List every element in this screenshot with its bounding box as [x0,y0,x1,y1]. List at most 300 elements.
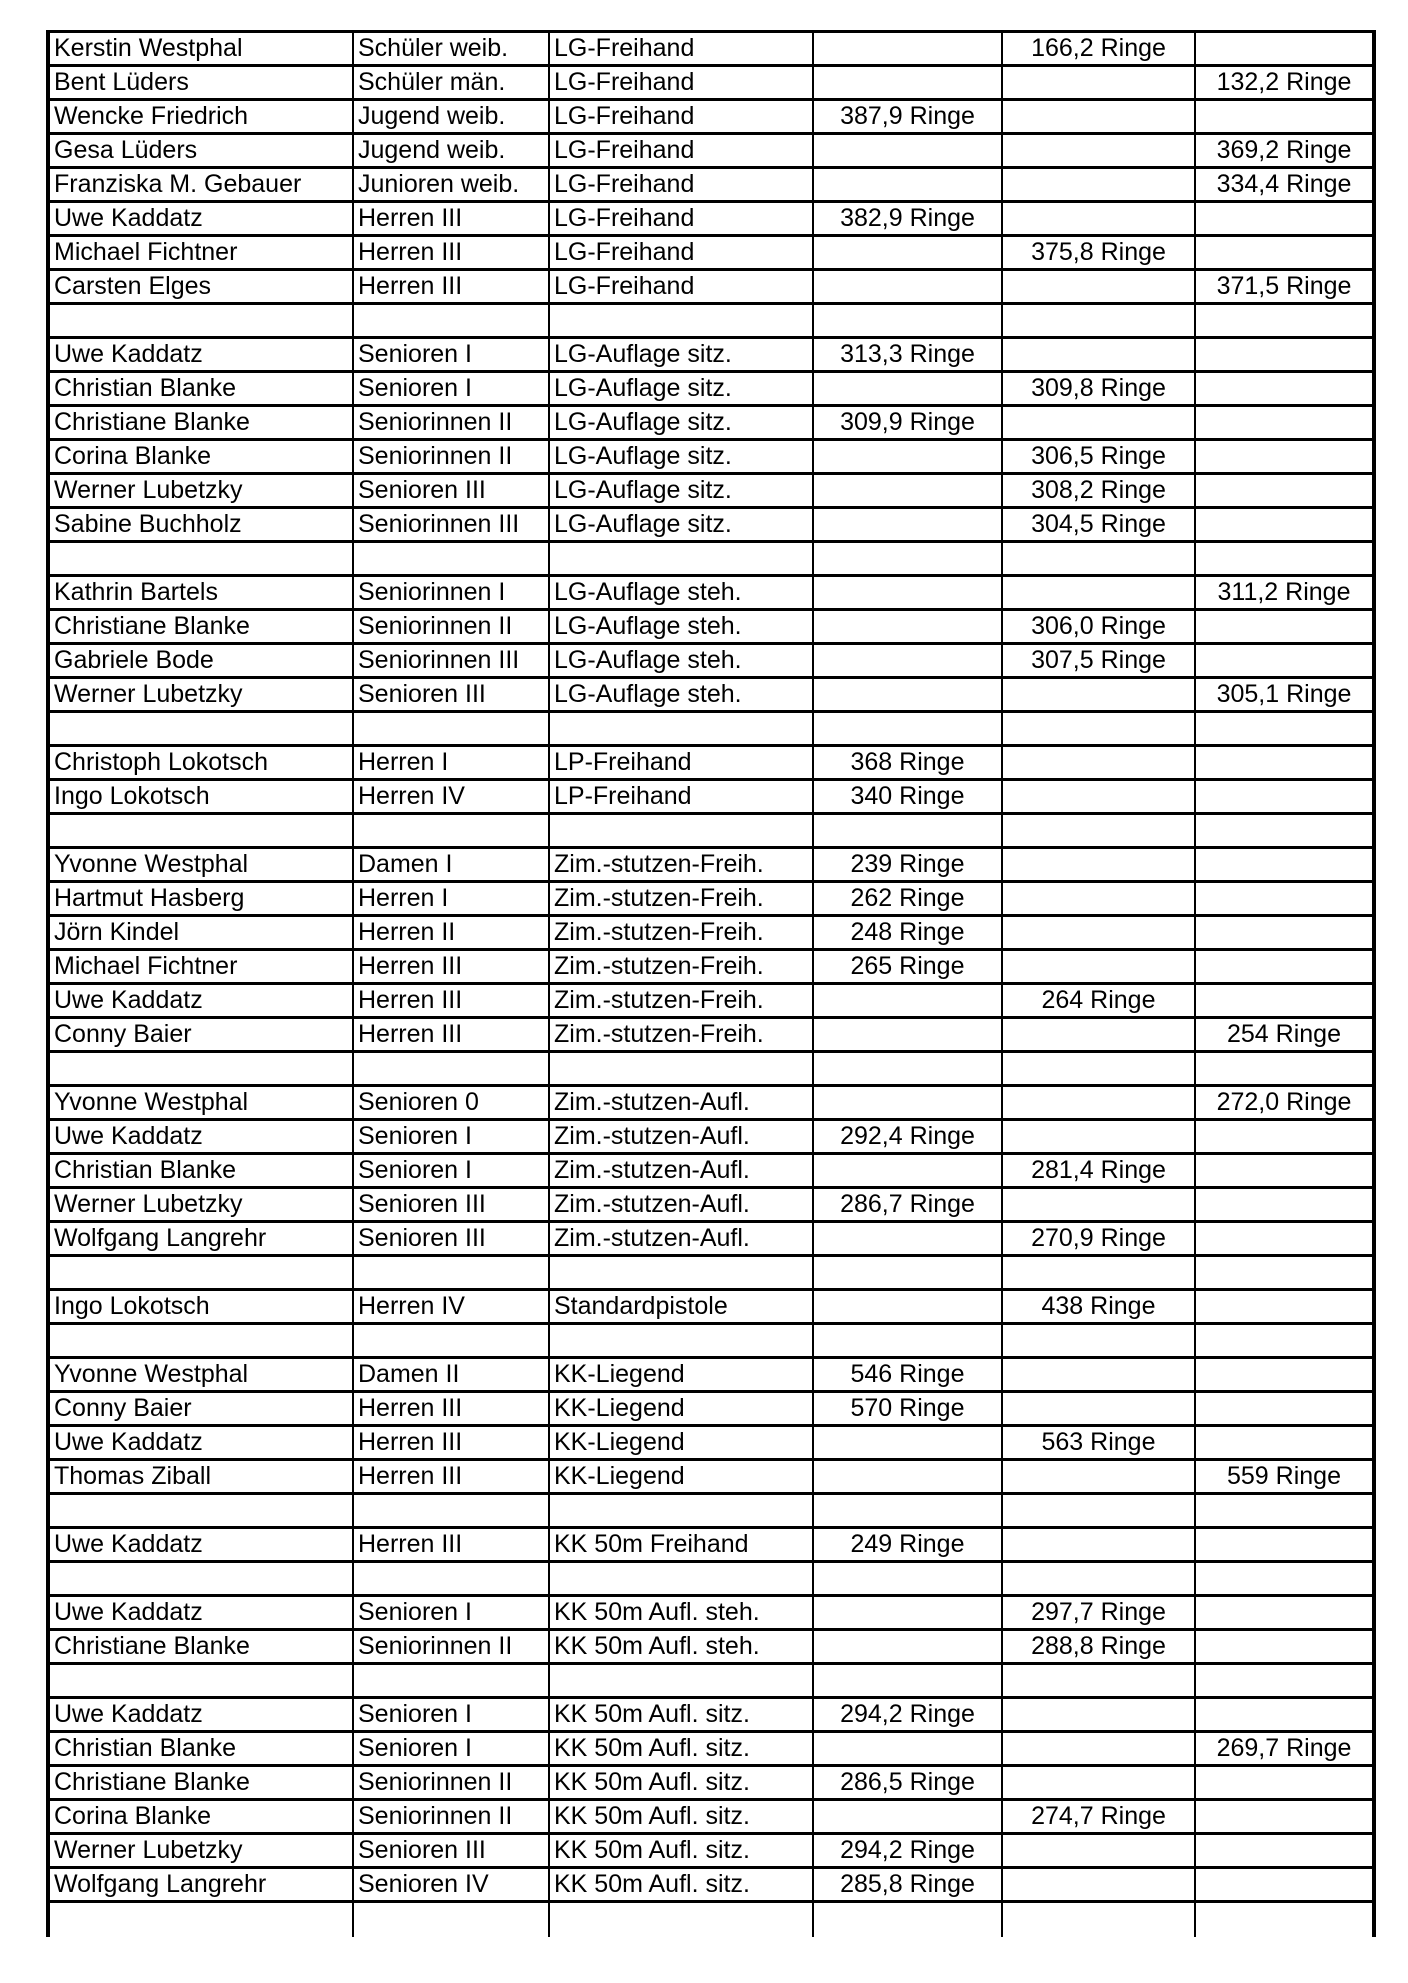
score-col-3-cell [1195,950,1374,984]
score-col-3-cell [1195,1494,1374,1528]
score-col-1-cell [813,134,1002,168]
discipline-cell [549,1562,813,1596]
name-cell: Michael Fichtner [48,950,353,984]
score-col-3-cell: 254 Ringe [1195,1018,1374,1052]
score-col-3-cell [1195,236,1374,270]
table-row [48,916,1374,950]
score-col-1-cell [813,1630,1002,1664]
score-col-1-cell: 294,2 Ringe [813,1834,1002,1868]
discipline-cell: Zim.-stutzen-Freih. [549,916,813,950]
table-row [48,610,1374,644]
discipline-cell: LG-Auflage sitz. [549,406,813,440]
table-row [48,1018,1374,1052]
score-col-2-cell: 563 Ringe [1002,1426,1195,1460]
score-col-1-cell [813,1494,1002,1528]
score-col-1-cell: 368 Ringe [813,746,1002,780]
score-col-3-cell [1195,1188,1374,1222]
discipline-cell: Zim.-stutzen-Freih. [549,1018,813,1052]
class-cell: Senioren III [353,1188,549,1222]
class-cell [353,814,549,848]
score-col-3-cell [1195,1902,1374,1938]
class-cell [353,542,549,576]
discipline-cell: Zim.-stutzen-Freih. [549,984,813,1018]
score-col-3-cell: 311,2 Ringe [1195,576,1374,610]
name-cell: Christiane Blanke [48,406,353,440]
score-col-2-cell [1002,1120,1195,1154]
score-col-2-cell [1002,1494,1195,1528]
score-col-3-cell [1195,1562,1374,1596]
score-col-2-cell [1002,882,1195,916]
class-cell: Senioren I [353,1596,549,1630]
score-col-1-cell [813,1800,1002,1834]
spacer-row [48,1494,1374,1528]
score-col-1-cell: 382,9 Ringe [813,202,1002,236]
score-col-2-cell [1002,304,1195,338]
discipline-cell [549,1324,813,1358]
name-cell: Uwe Kaddatz [48,1698,353,1732]
score-col-2-cell [1002,678,1195,712]
table-row [48,576,1374,610]
spacer-row [48,712,1374,746]
table-row [48,270,1374,304]
score-col-3-cell [1195,1596,1374,1630]
class-cell: Damen II [353,1358,549,1392]
class-cell [353,1902,549,1938]
class-cell [353,712,549,746]
discipline-cell: KK 50m Aufl. sitz. [549,1800,813,1834]
score-col-1-cell [813,236,1002,270]
spacer-row [48,1324,1374,1358]
score-col-1-cell [813,1256,1002,1290]
score-col-3-cell [1195,1392,1374,1426]
score-col-2-cell [1002,712,1195,746]
discipline-cell: Zim.-stutzen-Freih. [549,950,813,984]
discipline-cell [549,1052,813,1086]
discipline-cell: LP-Freihand [549,746,813,780]
discipline-cell: LG-Freihand [549,100,813,134]
score-col-1-cell [813,1290,1002,1324]
spacer-row [48,1256,1374,1290]
score-col-3-cell [1195,100,1374,134]
spacer-row [48,1664,1374,1698]
class-cell: Seniorinnen II [353,1766,549,1800]
score-col-3-cell [1195,304,1374,338]
score-col-3-cell [1195,1528,1374,1562]
class-cell: Senioren I [353,1732,549,1766]
score-col-3-cell [1195,780,1374,814]
score-col-3-cell: 269,7 Ringe [1195,1732,1374,1766]
name-cell: Wolfgang Langrehr [48,1222,353,1256]
score-col-1-cell [813,1154,1002,1188]
discipline-cell: LG-Freihand [549,32,813,66]
table-row [48,372,1374,406]
name-cell: Conny Baier [48,1392,353,1426]
name-cell: Yvonne Westphal [48,1358,353,1392]
discipline-cell [549,1902,813,1938]
name-cell: Christian Blanke [48,372,353,406]
score-col-2-cell: 438 Ringe [1002,1290,1195,1324]
score-col-1-cell: 340 Ringe [813,780,1002,814]
discipline-cell: KK 50m Freihand [549,1528,813,1562]
name-cell: Sabine Buchholz [48,508,353,542]
name-cell: Uwe Kaddatz [48,984,353,1018]
score-col-1-cell: 387,9 Ringe [813,100,1002,134]
score-col-1-cell [813,814,1002,848]
score-col-3-cell: 272,0 Ringe [1195,1086,1374,1120]
table-row [48,678,1374,712]
name-cell: Gabriele Bode [48,644,353,678]
score-col-2-cell [1002,814,1195,848]
score-col-2-cell: 274,7 Ringe [1002,1800,1195,1834]
score-col-2-cell [1002,1324,1195,1358]
score-col-2-cell [1002,1562,1195,1596]
score-col-2-cell [1002,780,1195,814]
score-col-1-cell [813,1018,1002,1052]
score-col-2-cell [1002,542,1195,576]
name-cell: Uwe Kaddatz [48,1528,353,1562]
score-col-3-cell [1195,610,1374,644]
discipline-cell: LG-Auflage sitz. [549,338,813,372]
name-cell [48,1324,353,1358]
spacer-row [48,1052,1374,1086]
score-col-1-cell: 313,3 Ringe [813,338,1002,372]
score-col-3-cell [1195,474,1374,508]
score-col-2-cell [1002,168,1195,202]
score-col-2-cell [1002,338,1195,372]
score-col-3-cell [1195,1664,1374,1698]
score-col-1-cell [813,576,1002,610]
class-cell: Herren IV [353,1290,549,1324]
table-row [48,508,1374,542]
discipline-cell: Zim.-stutzen-Aufl. [549,1154,813,1188]
name-cell: Christiane Blanke [48,610,353,644]
discipline-cell [549,1664,813,1698]
discipline-cell: LG-Auflage sitz. [549,474,813,508]
class-cell: Damen I [353,848,549,882]
table-row [48,168,1374,202]
score-col-3-cell: 559 Ringe [1195,1460,1374,1494]
discipline-cell: LP-Freihand [549,780,813,814]
score-col-2-cell: 288,8 Ringe [1002,1630,1195,1664]
discipline-cell: KK-Liegend [549,1426,813,1460]
table-row [48,882,1374,916]
table-row [48,1698,1374,1732]
score-col-2-cell [1002,1766,1195,1800]
score-col-2-cell [1002,270,1195,304]
score-col-2-cell [1002,916,1195,950]
class-cell: Junioren weib. [353,168,549,202]
score-col-1-cell [813,1086,1002,1120]
table-row [48,1868,1374,1902]
score-col-3-cell [1195,746,1374,780]
table-row [48,474,1374,508]
table-row [48,1596,1374,1630]
table-row [48,1834,1374,1868]
score-col-1-cell: 286,7 Ringe [813,1188,1002,1222]
score-col-3-cell [1195,372,1374,406]
class-cell: Herren III [353,950,549,984]
score-col-3-cell [1195,1834,1374,1868]
table-row [48,644,1374,678]
score-col-2-cell [1002,1052,1195,1086]
name-cell [48,304,353,338]
score-col-3-cell [1195,712,1374,746]
score-col-3-cell [1195,1052,1374,1086]
discipline-cell: KK 50m Aufl. steh. [549,1596,813,1630]
score-col-2-cell [1002,1902,1195,1938]
class-cell: Schüler weib. [353,32,549,66]
name-cell [48,1256,353,1290]
table-row [48,1732,1374,1766]
score-col-1-cell [813,610,1002,644]
name-cell: Corina Blanke [48,440,353,474]
name-cell [48,542,353,576]
class-cell: Herren III [353,1018,549,1052]
class-cell: Herren III [353,1528,549,1562]
score-col-2-cell: 297,7 Ringe [1002,1596,1195,1630]
score-col-3-cell [1195,1120,1374,1154]
score-col-1-cell: 262 Ringe [813,882,1002,916]
score-col-1-cell [813,542,1002,576]
score-col-1-cell: 292,4 Ringe [813,1120,1002,1154]
class-cell: Senioren III [353,1222,549,1256]
discipline-cell: LG-Auflage steh. [549,644,813,678]
class-cell [353,1324,549,1358]
score-col-3-cell: 132,2 Ringe [1195,66,1374,100]
name-cell [48,814,353,848]
name-cell: Hartmut Hasberg [48,882,353,916]
score-col-2-cell [1002,1086,1195,1120]
score-col-3-cell [1195,644,1374,678]
discipline-cell [549,1256,813,1290]
score-col-3-cell [1195,1154,1374,1188]
score-col-1-cell [813,1664,1002,1698]
score-col-2-cell: 264 Ringe [1002,984,1195,1018]
class-cell: Seniorinnen II [353,440,549,474]
score-col-1-cell: 546 Ringe [813,1358,1002,1392]
table-row [48,1426,1374,1460]
class-cell: Herren III [353,984,549,1018]
score-col-3-cell [1195,814,1374,848]
class-cell: Seniorinnen II [353,610,549,644]
table-row [48,440,1374,474]
score-col-2-cell [1002,66,1195,100]
score-col-2-cell: 166,2 Ringe [1002,32,1195,66]
table-row [48,1630,1374,1664]
class-cell: Schüler män. [353,66,549,100]
name-cell: Yvonne Westphal [48,848,353,882]
score-col-1-cell [813,168,1002,202]
name-cell: Conny Baier [48,1018,353,1052]
table-row [48,1290,1374,1324]
class-cell: Seniorinnen III [353,644,549,678]
score-col-3-cell [1195,1324,1374,1358]
discipline-cell: Zim.-stutzen-Freih. [549,848,813,882]
name-cell: Uwe Kaddatz [48,1596,353,1630]
score-col-3-cell [1195,1358,1374,1392]
table-row [48,236,1374,270]
class-cell: Senioren I [353,372,549,406]
discipline-cell: Standardpistole [549,1290,813,1324]
score-col-3-cell [1195,338,1374,372]
score-col-3-cell [1195,202,1374,236]
score-col-2-cell: 306,0 Ringe [1002,610,1195,644]
score-col-1-cell [813,440,1002,474]
score-col-1-cell [813,1460,1002,1494]
name-cell: Wolfgang Langrehr [48,1868,353,1902]
discipline-cell: KK 50m Aufl. sitz. [549,1766,813,1800]
score-col-1-cell [813,1596,1002,1630]
score-col-3-cell [1195,882,1374,916]
name-cell: Christian Blanke [48,1154,353,1188]
discipline-cell [549,814,813,848]
table-row [48,1154,1374,1188]
spacer-row [48,304,1374,338]
discipline-cell: KK 50m Aufl. sitz. [549,1834,813,1868]
score-col-1-cell [813,270,1002,304]
score-col-3-cell [1195,440,1374,474]
table-row [48,780,1374,814]
score-col-3-cell [1195,32,1374,66]
score-col-2-cell [1002,1018,1195,1052]
score-col-3-cell: 369,2 Ringe [1195,134,1374,168]
class-cell: Herren II [353,916,549,950]
score-col-1-cell: 265 Ringe [813,950,1002,984]
class-cell [353,1562,549,1596]
score-col-2-cell [1002,1664,1195,1698]
score-col-2-cell [1002,1528,1195,1562]
table-row [48,984,1374,1018]
class-cell [353,1256,549,1290]
score-col-3-cell [1195,1290,1374,1324]
class-cell: Senioren III [353,474,549,508]
discipline-cell: LG-Auflage steh. [549,610,813,644]
name-cell [48,1494,353,1528]
discipline-cell: KK 50m Aufl. sitz. [549,1698,813,1732]
score-col-2-cell [1002,1188,1195,1222]
class-cell [353,1052,549,1086]
score-col-1-cell [813,712,1002,746]
score-col-3-cell: 305,1 Ringe [1195,678,1374,712]
discipline-cell [549,712,813,746]
score-col-1-cell [813,984,1002,1018]
score-col-2-cell [1002,406,1195,440]
score-col-1-cell [813,1902,1002,1938]
name-cell: Christoph Lokotsch [48,746,353,780]
class-cell: Senioren I [353,1120,549,1154]
discipline-cell: Zim.-stutzen-Aufl. [549,1120,813,1154]
class-cell: Seniorinnen II [353,406,549,440]
discipline-cell: LG-Freihand [549,202,813,236]
name-cell: Ingo Lokotsch [48,780,353,814]
score-col-1-cell: 249 Ringe [813,1528,1002,1562]
class-cell: Herren III [353,236,549,270]
discipline-cell: LG-Auflage steh. [549,678,813,712]
class-cell: Senioren I [353,1154,549,1188]
score-col-1-cell [813,304,1002,338]
class-cell: Herren III [353,1460,549,1494]
score-col-2-cell: 308,2 Ringe [1002,474,1195,508]
class-cell: Senioren III [353,1834,549,1868]
class-cell: Herren III [353,1426,549,1460]
score-col-1-cell: 239 Ringe [813,848,1002,882]
score-col-3-cell: 334,4 Ringe [1195,168,1374,202]
table-row [48,1188,1374,1222]
spacer-row [48,542,1374,576]
discipline-cell: LG-Freihand [549,270,813,304]
score-col-2-cell: 270,9 Ringe [1002,1222,1195,1256]
table-row [48,1800,1374,1834]
discipline-cell [549,1494,813,1528]
score-col-1-cell [813,66,1002,100]
score-col-1-cell [813,644,1002,678]
table-row [48,1460,1374,1494]
name-cell [48,1664,353,1698]
results-table-body [48,32,1374,1938]
discipline-cell: LG-Freihand [549,66,813,100]
score-col-3-cell [1195,1256,1374,1290]
name-cell: Werner Lubetzky [48,1188,353,1222]
score-col-1-cell: 570 Ringe [813,1392,1002,1426]
score-col-1-cell: 286,5 Ringe [813,1766,1002,1800]
table-row [48,1528,1374,1562]
name-cell [48,1902,353,1938]
name-cell: Gesa Lüders [48,134,353,168]
score-col-2-cell: 281,4 Ringe [1002,1154,1195,1188]
class-cell [353,304,549,338]
class-cell: Jugend weib. [353,134,549,168]
score-col-2-cell [1002,1834,1195,1868]
name-cell: Uwe Kaddatz [48,338,353,372]
score-col-2-cell [1002,576,1195,610]
score-col-3-cell [1195,1222,1374,1256]
score-col-1-cell [813,1562,1002,1596]
discipline-cell: LG-Auflage sitz. [549,372,813,406]
table-row [48,66,1374,100]
name-cell: Thomas Ziball [48,1460,353,1494]
class-cell: Herren III [353,202,549,236]
table-row [48,338,1374,372]
score-col-2-cell [1002,1358,1195,1392]
score-col-1-cell [813,1426,1002,1460]
name-cell: Werner Lubetzky [48,1834,353,1868]
score-col-3-cell: 371,5 Ringe [1195,270,1374,304]
score-col-1-cell: 285,8 Ringe [813,1868,1002,1902]
score-col-3-cell [1195,1766,1374,1800]
class-cell: Seniorinnen II [353,1630,549,1664]
score-col-3-cell [1195,1630,1374,1664]
score-col-2-cell: 306,5 Ringe [1002,440,1195,474]
score-col-2-cell [1002,1868,1195,1902]
name-cell: Yvonne Westphal [48,1086,353,1120]
score-col-2-cell [1002,1392,1195,1426]
class-cell: Seniorinnen II [353,1800,549,1834]
name-cell: Carsten Elges [48,270,353,304]
score-col-1-cell: 309,9 Ringe [813,406,1002,440]
class-cell: Herren I [353,746,549,780]
discipline-cell [549,542,813,576]
score-col-1-cell [813,474,1002,508]
table-row [48,406,1374,440]
table-row [48,1766,1374,1800]
discipline-cell: Zim.-stutzen-Aufl. [549,1222,813,1256]
score-col-2-cell [1002,1460,1195,1494]
score-col-2-cell: 304,5 Ringe [1002,508,1195,542]
class-cell [353,1494,549,1528]
results-table [46,30,1376,1937]
name-cell: Christiane Blanke [48,1766,353,1800]
name-cell [48,1052,353,1086]
